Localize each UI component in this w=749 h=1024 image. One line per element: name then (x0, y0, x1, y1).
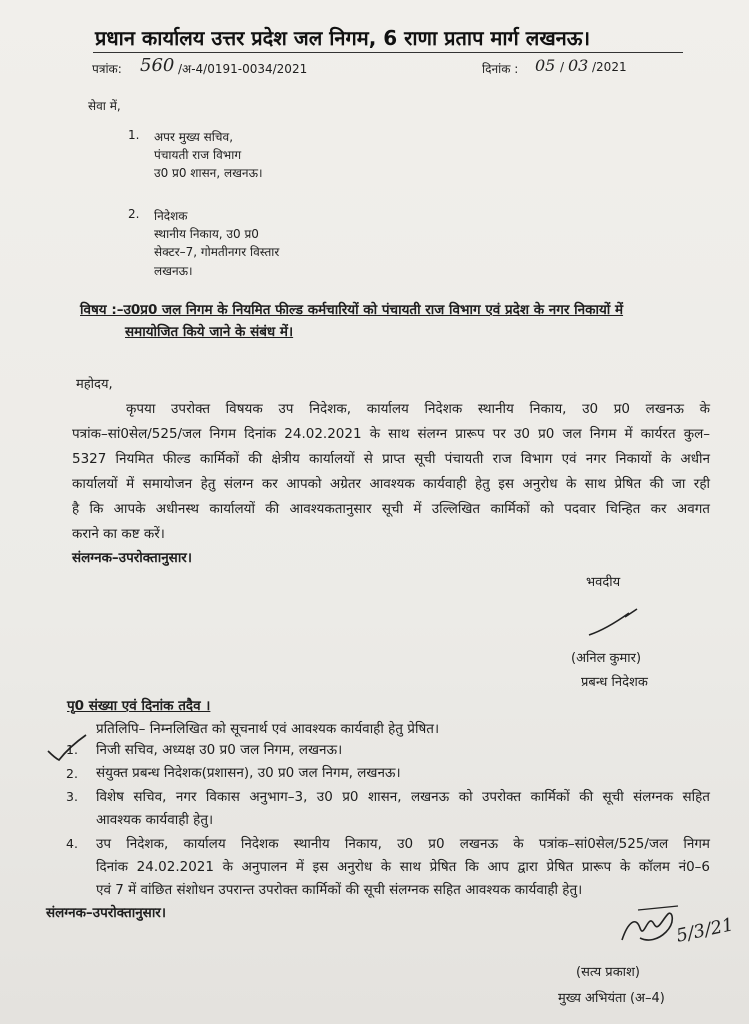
body-line: कृपया उपरोक्त विषयक उप निदेशक, कार्यालय निदेशक स्थानीय निकाय, उ0 प्र0 लखनऊ के (126, 401, 710, 417)
copy-header: पृ0 संख्या एवं दिनांक तदैव । (67, 698, 211, 714)
body-line: है कि आपके अधीनस्थ कार्यालयों की आवश्यकतानुसार सूची में उल्लिखित कार्मिकों को पदवार चिन्हित कर अवगत (72, 501, 710, 517)
enclosure-note-2: संलग्नक–उपरोक्तानुसार। (46, 905, 166, 921)
body-line: पत्रांक–सां0सेल/525/जल निगम दिनांक 24.02.2021 के साथ संलग्न प्रारूप पर उ0 प्र0 जल निगम में कार्यरत कुल– (72, 426, 710, 442)
date-day: 05 (535, 56, 556, 75)
letterhead-title: प्रधान कार्यालय उत्तर प्रदेश जल निगम, 6 राणा प्रताप मार्ग लखनऊ। (95, 26, 591, 50)
recipient-1-line: अपर मुख्य सचिव, (154, 130, 234, 144)
enclosure-note: संलग्नक–उपरोक्तानुसार। (72, 550, 192, 566)
ref-suffix: /अ-4/0191-0034/2021 (178, 62, 308, 76)
signatory-2-name: (सत्य प्रकाश) (576, 965, 640, 980)
recipient-1-num: 1. (128, 128, 140, 142)
date-month: 03 (568, 56, 589, 75)
greeting: महोदय, (76, 377, 113, 392)
subject-line-1: विषय :–उ0प्र0 जल निगम के नियमित फील्ड कर्मचारियों को पंचायती राज विभाग एवं प्रदेश के नगर निकायों में (80, 302, 624, 318)
copy-3-line: विशेष सचिव, नगर विकास अनुभाग–3, उ0 प्र0 शासन, लखनऊ को उपरोक्त कार्मिकों की सूची संलग्नक सहित (96, 789, 710, 805)
copy-3-num: 3. (66, 789, 78, 804)
recipient-2-line: निदेशक (154, 209, 188, 223)
recipient-2-num: 2. (128, 207, 140, 221)
copy-3-line: आवश्यक कार्यवाही हेतु। (96, 812, 214, 828)
recipient-2-line: स्थानीय निकाय, उ0 प्र0 (154, 227, 259, 241)
signatory-1-designation: प्रबन्ध निदेशक (581, 675, 648, 690)
copy-4-line: दिनांक 24.02.2021 के अनुपालन में इस अनुरोध के साथ प्रेषित कि आप द्वारा प्रेषित प्रारूप के कॉलम नं0–6 (96, 859, 710, 875)
signature-mark (585, 605, 645, 640)
copy-intro: प्रतिलिपि– निम्नलिखित को सूचनार्थ एवं आवश्यक कार्यवाही हेतु प्रेषित। (96, 721, 440, 737)
closing: भवदीय (586, 575, 621, 590)
copy-1-line: निजी सचिव, अध्यक्ष उ0 प्र0 जल निगम, लखनऊ। (96, 742, 343, 758)
copy-4-line: एवं 7 में वांछित संशोधन उपरान्त उपरोक्त कार्मिकों की सूची संलग्नक सहित आवश्यक कार्यवाही हेतु। (96, 882, 583, 898)
recipient-2-line: सेक्टर–7, गोमतीनगर विस्तार (154, 245, 280, 259)
ref-label: पत्रांक: (92, 62, 122, 76)
copy-1-num: 1. (66, 742, 78, 757)
recipient-1-line: पंचायती राज विभाग (154, 148, 242, 162)
letterhead-rule (93, 52, 683, 53)
copy-2-num: 2. (66, 766, 78, 781)
copy-4-num: 4. (66, 836, 78, 851)
date-year: /2021 (592, 60, 627, 74)
subject-line-2: समायोजित किये जाने के संबंध में। (125, 324, 294, 340)
signatory-2-designation: मुख्य अभियंता (अ–4) (558, 991, 665, 1006)
salutation-to: सेवा में, (88, 99, 121, 113)
ref-handwritten-number: 560 (140, 55, 175, 76)
recipient-2-line: लखनऊ। (154, 264, 193, 278)
body-line: कराने का कष्ट करें। (72, 526, 165, 542)
body-line: कार्यालयों में समायोजन हेतु संलग्न कर आपको अग्रेतर आवश्यक कार्यवाही हेतु इस अनुरोध के साथ प्रेषित की जा रही (72, 476, 710, 492)
signatory-1-name: (अनिल कुमार) (571, 651, 642, 666)
signature-date: 5/3/21 (674, 914, 736, 947)
copy-2-line: संयुक्त प्रबन्ध निदेशक(प्रशासन), उ0 प्र0 जल निगम, लखनऊ। (96, 765, 401, 781)
body-line: 5327 नियमित फील्ड कार्मिकों की क्षेत्रीय कार्यालयों से प्राप्त सूची पंचायती राज विभाग एवं नगर निकायों के अधीन (72, 451, 710, 467)
copy-4-line: उप निदेशक, कार्यालय निदेशक स्थानीय निकाय, उ0 प्र0 लखनऊ के पत्रांक–सां0सेल/525/जल निगम (96, 836, 710, 852)
date-slash: / (560, 60, 565, 74)
date-label: दिनांक : (482, 62, 519, 76)
recipient-1-line: उ0 प्र0 शासन, लखनऊ। (154, 166, 263, 180)
